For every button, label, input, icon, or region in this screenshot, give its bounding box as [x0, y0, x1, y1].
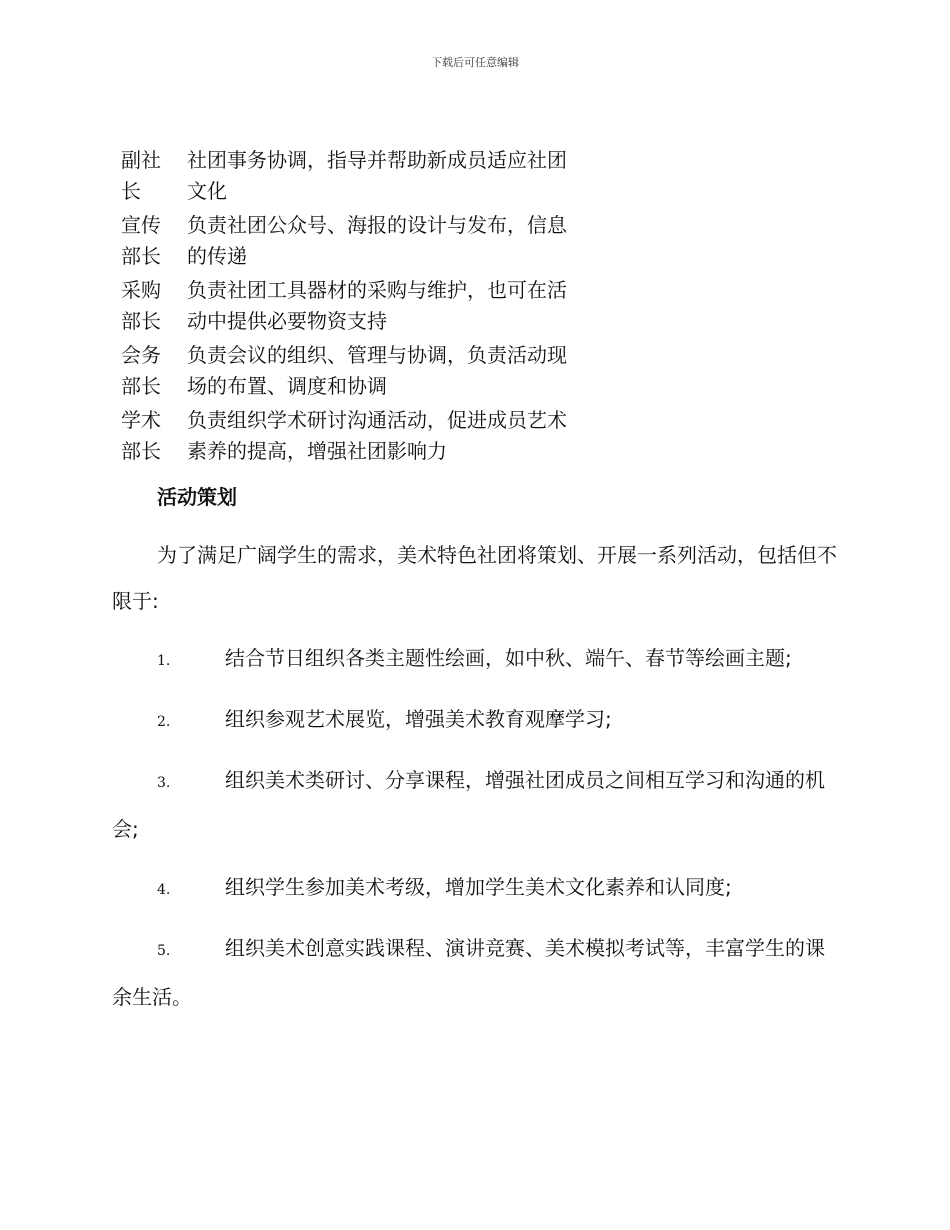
list-number: 5.	[157, 943, 171, 959]
list-number: 2.	[157, 714, 171, 730]
role-row	[121, 210, 591, 272]
list-item-text: 组织美术创意实践课程、演讲竞赛、美术模拟考试等，丰富学生的课余生活。	[112, 936, 825, 1009]
role-title: 采购部长	[121, 278, 161, 333]
list-item	[112, 864, 840, 913]
role-title: 会务部长	[121, 343, 161, 398]
list-item	[112, 757, 840, 852]
list-number: 1.	[157, 653, 171, 669]
role-title: 副社长	[121, 148, 161, 203]
role-row	[121, 275, 591, 337]
role-row	[121, 405, 591, 467]
section-heading: 活动策划	[157, 485, 237, 509]
role-description: 负责社团工具器材的采购与维护，也可在活动中提供必要物资支持	[187, 278, 567, 333]
role-description: 社团事务协调，指导并帮助新成员适应社团文化	[187, 148, 567, 203]
roles-table	[121, 145, 591, 470]
role-row	[121, 145, 591, 207]
role-title: 宣传部长	[121, 213, 161, 268]
list-item-text: 组织学生参加美术考级，增加学生美术文化素养和认同度;	[225, 875, 732, 899]
list-item-text: 组织参观艺术展览，增强美术教育观摩学习;	[225, 707, 612, 731]
list-item	[112, 925, 840, 1020]
list-number: 4.	[157, 882, 171, 898]
role-description: 负责组织学术研讨沟通活动，促进成员艺术素养的提高，增强社团影响力	[187, 408, 567, 463]
list-item-text: 组织美术类研讨、分享课程，增强社团成员之间相互学习和沟通的机会;	[112, 768, 825, 841]
role-description: 负责社团公众号、海报的设计与发布，信息的传递	[187, 213, 567, 268]
list-item	[112, 635, 840, 684]
list-item	[112, 696, 840, 745]
role-description: 负责会议的组织、管理与协调，负责活动现场的布置、调度和协调	[187, 343, 567, 398]
activity-list	[112, 635, 840, 1032]
role-title: 学术部长	[121, 408, 161, 463]
role-row	[121, 340, 591, 402]
page-header: 下载后可任意编辑	[431, 56, 519, 69]
intro-paragraph: 为了满足广阔学生的需求，美术特色社团将策划、开展一系列活动，包括但不限于:	[112, 543, 837, 613]
list-item-text: 结合节日组织各类主题性绘画，如中秋、端午、春节等绘画主题;	[225, 646, 792, 670]
list-number: 3.	[157, 775, 171, 791]
